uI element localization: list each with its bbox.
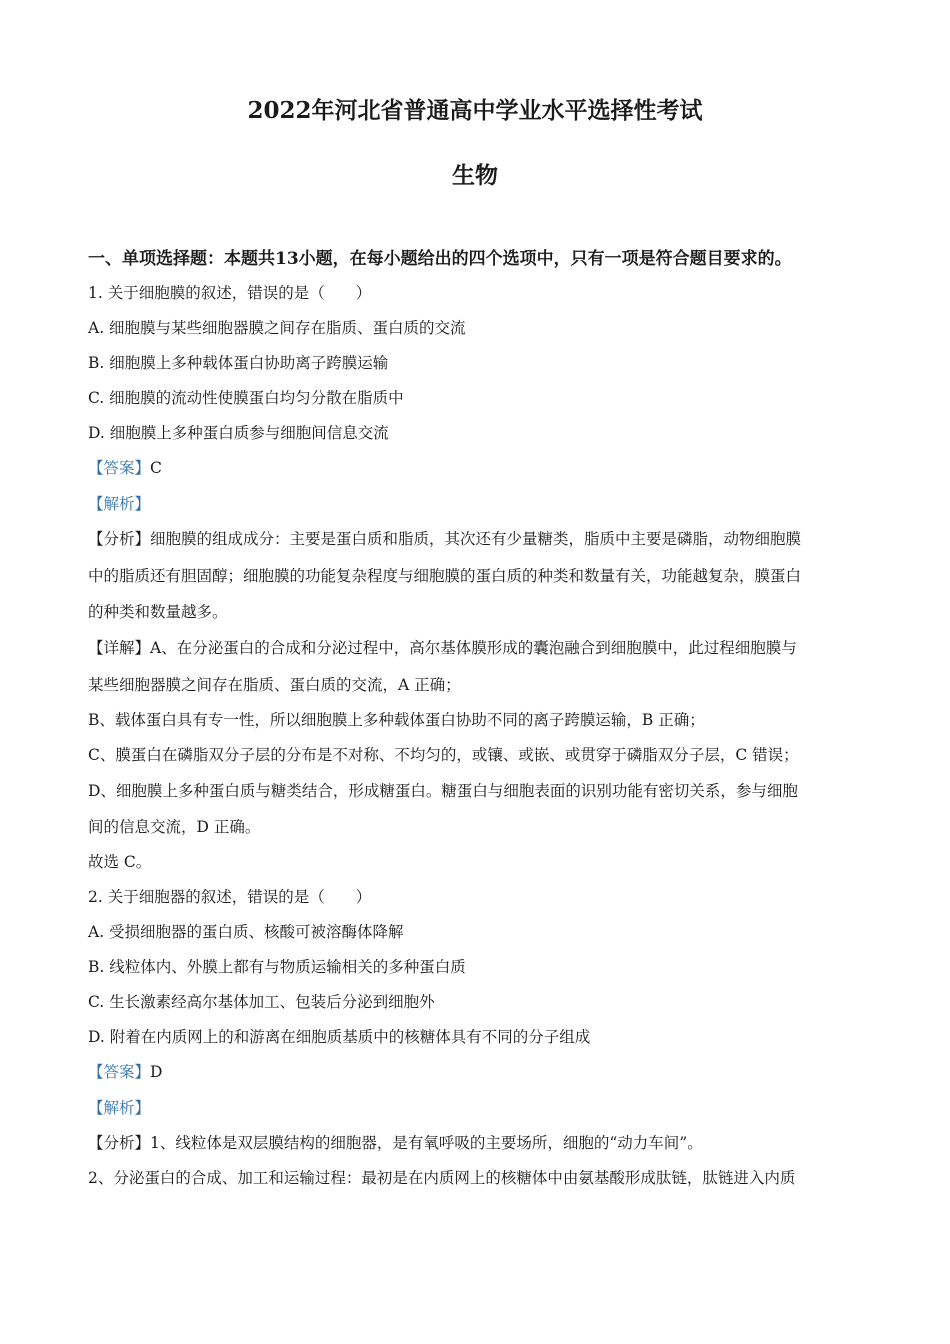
q1-analysis-line: 中的脂质还有胆固醇；细胞膜的功能复杂程度与细胞膜的蛋白质的种类和数量有关，功能越复杂，膜蛋白 bbox=[88, 567, 802, 585]
q1-jiexi-tag: 【解析】 bbox=[88, 495, 151, 513]
q1-detail-line: D、细胞膜上多种蛋白质与糖类结合，形成糖蛋白。糖蛋白与细胞表面的识别功能有密切关系，参与细胞 bbox=[88, 782, 798, 800]
q1-option-a: A. 细胞膜与某些细胞器膜之间存在脂质、蛋白质的交流 bbox=[88, 319, 466, 337]
q1-detail-line: 【详解】A、在分泌蛋白的合成和分泌过程中，高尔基体膜形成的囊泡融合到细胞膜中，此过程细胞膜与 bbox=[88, 639, 797, 657]
q2-answer-line bbox=[88, 1062, 162, 1082]
subject-title: 生物 bbox=[452, 162, 498, 189]
q1-option-b: B. 细胞膜上多种载体蛋白协助离子跨膜运输 bbox=[88, 354, 389, 372]
q2-jiexi-tag: 【解析】 bbox=[88, 1099, 151, 1117]
q1-detail-line: 间的信息交流，D 正确。 bbox=[88, 818, 261, 836]
section-heading: 一、单项选择题：本题共13小题，在每小题给出的四个选项中，只有一项是符合题目要求的。 bbox=[88, 249, 792, 269]
q1-answer-tag: 【答案】 bbox=[88, 459, 151, 477]
q2-option-a: A. 受损细胞器的蛋白质、核酸可被溶酶体降解 bbox=[88, 923, 404, 941]
q1-option-c: C. 细胞膜的流动性使膜蛋白均匀分散在脂质中 bbox=[88, 389, 404, 407]
exam-title: 2022年河北省普通高中学业水平选择性考试 bbox=[247, 97, 703, 124]
q1-stem: 1. 关于细胞膜的叙述，错误的是（ ） bbox=[88, 284, 372, 302]
q1-answer-line bbox=[88, 458, 162, 478]
q2-analysis-line: 【分析】1、线粒体是双层膜结构的细胞器，是有氧呼吸的主要场所，细胞的“动力车间”。 bbox=[88, 1134, 703, 1152]
q2-option-c: C. 生长激素经高尔基体加工、包装后分泌到细胞外 bbox=[88, 993, 435, 1011]
q1-conclusion: 故选 C。 bbox=[88, 853, 152, 871]
q1-option-d: D. 细胞膜上多种蛋白质参与细胞间信息交流 bbox=[88, 424, 389, 442]
q2-stem: 2. 关于细胞器的叙述，错误的是（ ） bbox=[88, 888, 372, 906]
q2-option-b: B. 线粒体内、外膜上都有与物质运输相关的多种蛋白质 bbox=[88, 958, 466, 976]
q1-detail-line: C、膜蛋白在磷脂双分子层的分布是不对称、不均匀的，或镶、或嵌、或贯穿于磷脂双分子层，C 错误； bbox=[88, 746, 799, 764]
q1-answer-value: C bbox=[150, 459, 162, 477]
q2-analysis-line: 2、分泌蛋白的合成、加工和运输过程：最初是在内质网上的核糖体中由氨基酸形成肽链，肽链进入内质 bbox=[88, 1169, 796, 1187]
q1-analysis-line: 的种类和数量越多。 bbox=[88, 603, 228, 621]
q1-detail-line: B、载体蛋白具有专一性，所以细胞膜上多种载体蛋白协助不同的离子跨膜运输，B 正确； bbox=[88, 711, 705, 729]
q1-analysis-line: 【分析】细胞膜的组成成分：主要是蛋白质和脂质，其次还有少量糖类，脂质中主要是磷脂，动物细胞膜 bbox=[88, 530, 802, 548]
q2-option-d: D. 附着在内质网上的和游离在细胞质基质中的核糖体具有不同的分子组成 bbox=[88, 1028, 591, 1046]
q2-answer-tag: 【答案】 bbox=[88, 1063, 151, 1081]
q2-answer-value: D bbox=[150, 1063, 163, 1081]
q1-detail-line: 某些细胞器膜之间存在脂质、蛋白质的交流，A 正确； bbox=[88, 676, 461, 694]
